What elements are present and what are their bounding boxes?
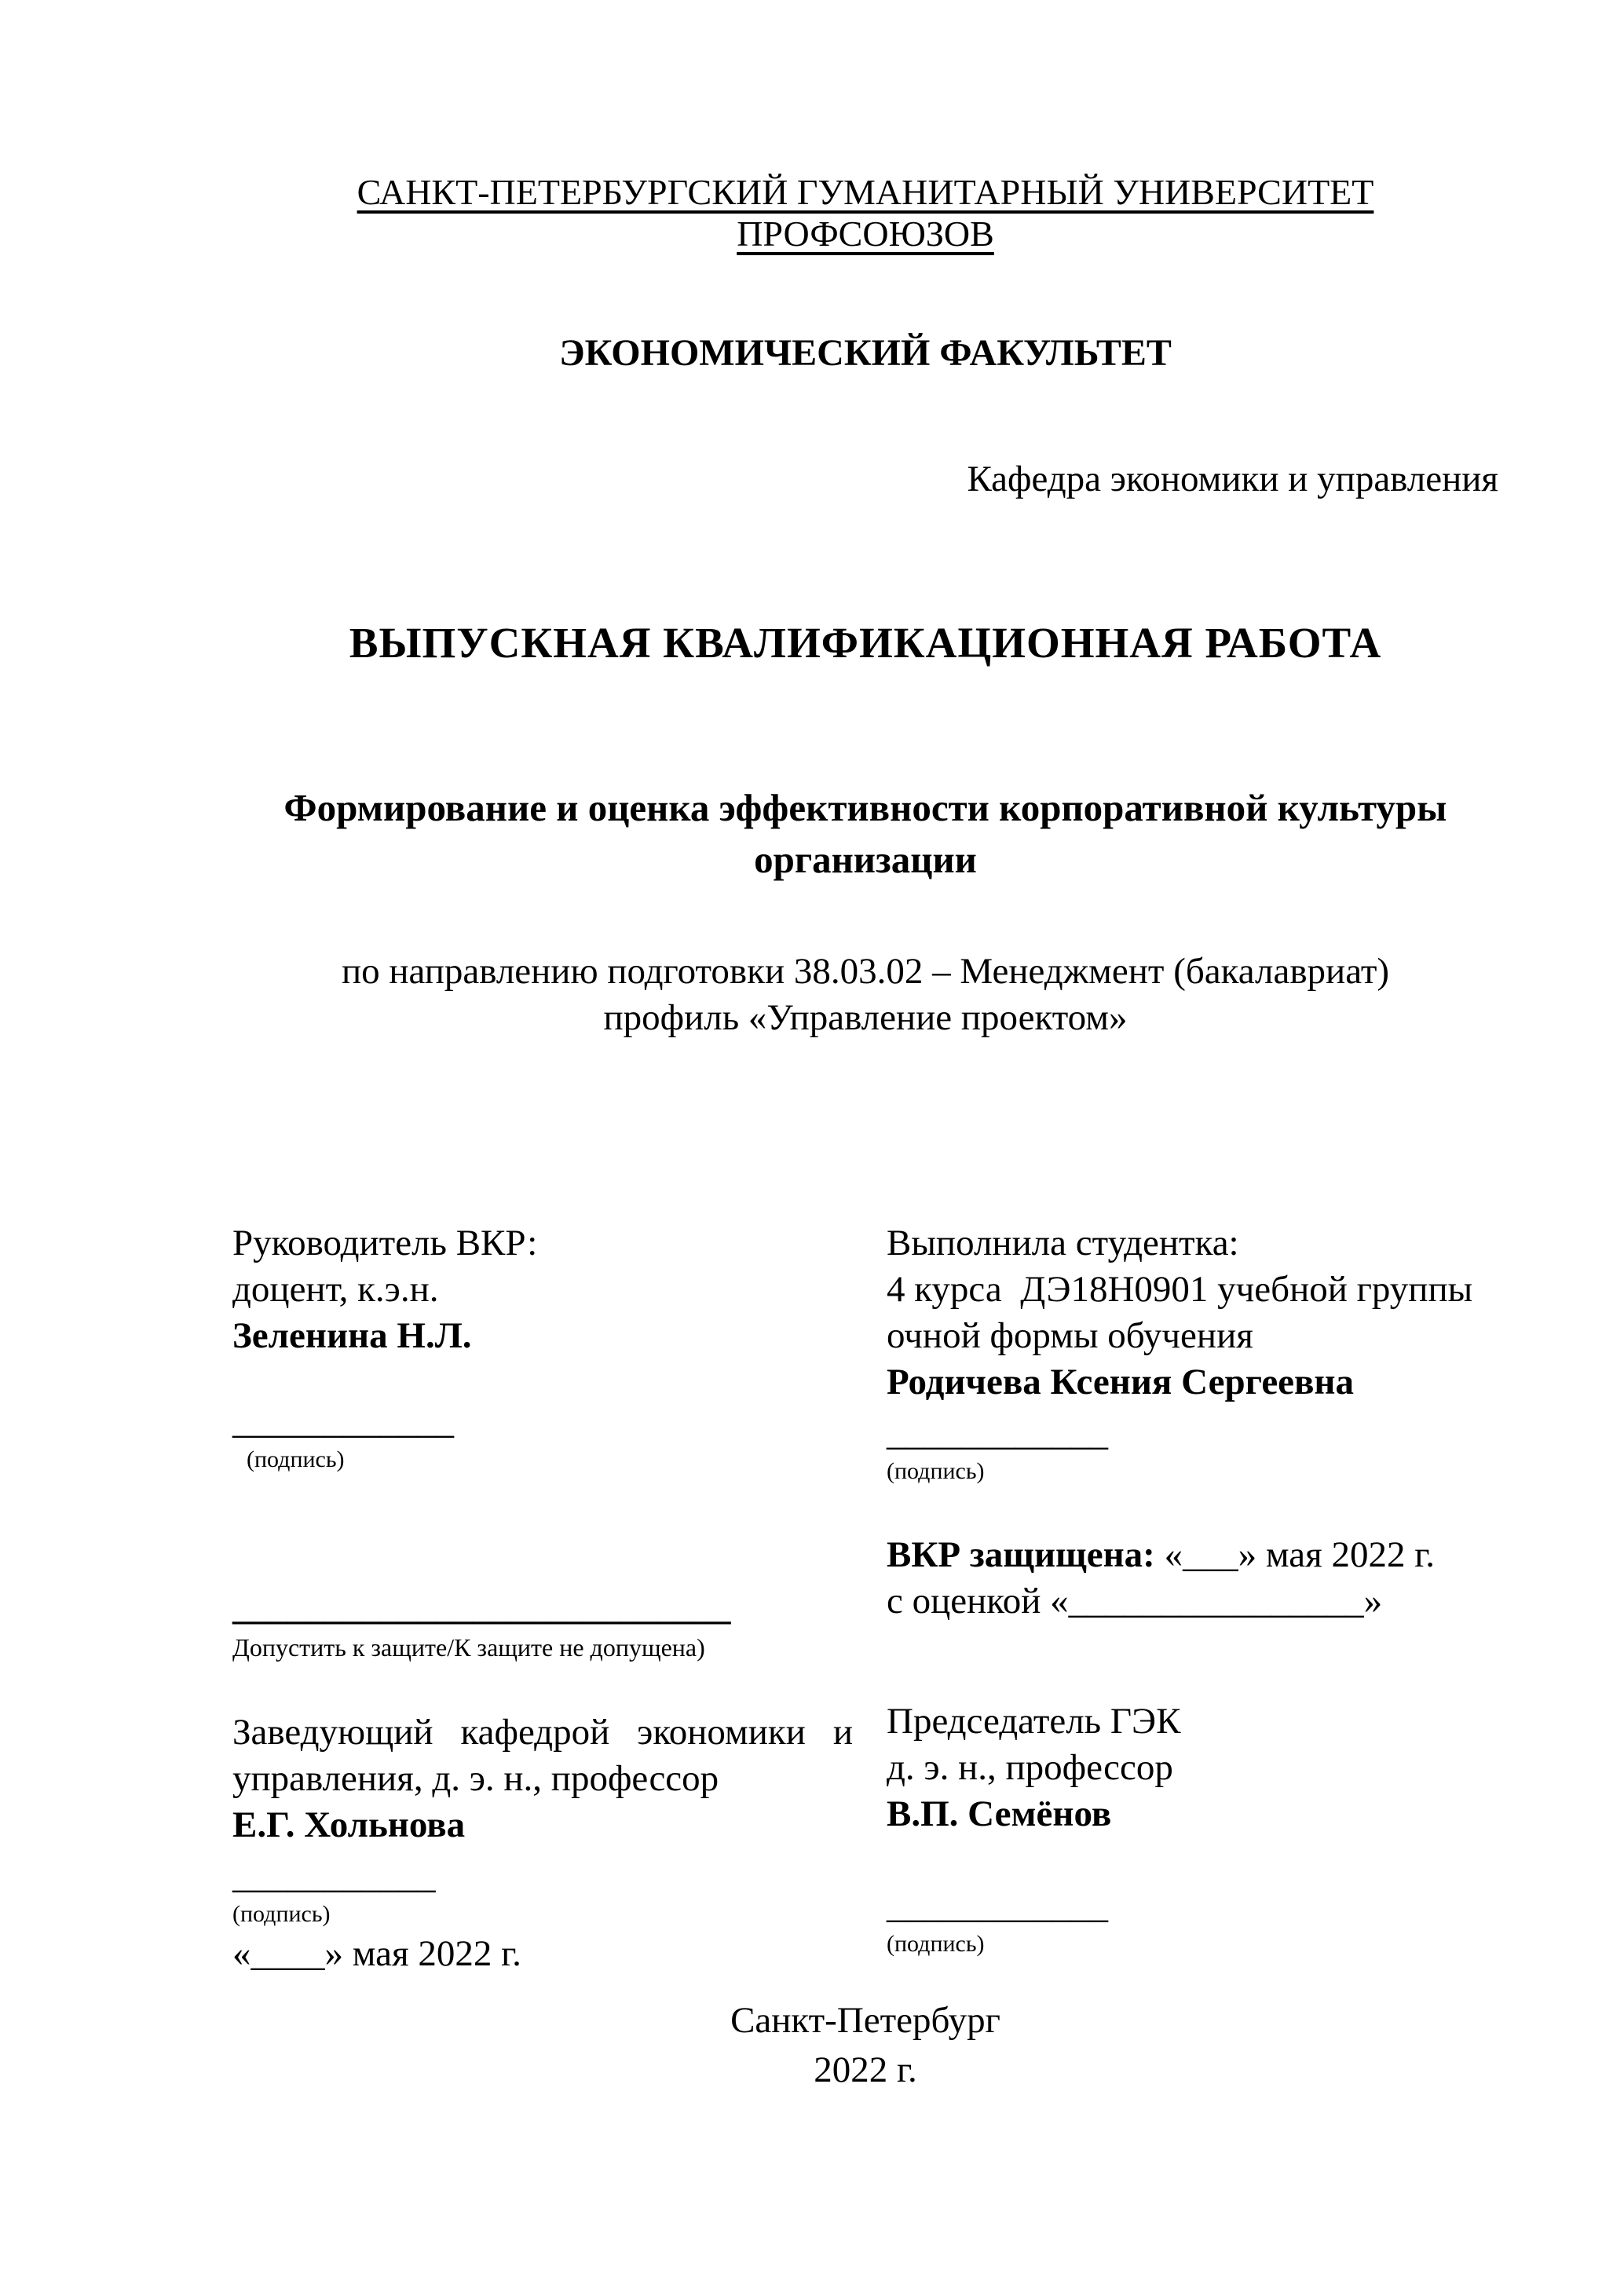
defended-block [887,1532,1499,1625]
thesis-title: Формирование и оценка эффективности корпоративной культуры организации [283,786,1447,882]
student-label: Выполнила студентка: [887,1223,1239,1264]
department-head-position: Заведующий кафедрой экономики и управления, д. э. н., профессор [232,1712,853,1800]
admission-caption: Допустить к защите/К защите не допущена) [232,1633,705,1662]
program-profile: профиль «Управление проектом» [603,997,1128,1039]
admission-date-line: «____» мая 2022 г. [232,1933,521,1975]
chairman-rank: д. э. н., профессор [887,1747,1173,1789]
footer-city: Санкт-Петербург [730,2000,1000,2041]
program-block [232,949,1498,1041]
supervisor-signature-line: ____________ [232,1401,454,1442]
student-group: 4 курса ДЭ18Н0901 учебной группы [887,1269,1473,1311]
chairman-name: В.П. Семёнов [887,1793,1112,1835]
admission-line: ___________________________ [232,1587,731,1629]
right-column [887,1220,1499,1959]
chairman-signature-caption: (подпись) [887,1931,985,1958]
chairman-block [887,1698,1499,1837]
grade-line: с оценкой «________________» [887,1581,1383,1622]
program-direction: по направлению подготовки 38.03.02 – Менеджмент (бакалавриат) [341,951,1390,993]
defended-date: «___» мая 2022 г. [1154,1534,1435,1576]
student-signature-caption: (подпись) [887,1458,985,1485]
signatures-columns [232,1220,1498,1977]
left-column [232,1220,853,1977]
supervisor-name: Зеленина Н.Л. [232,1315,472,1357]
department-head-signature-line: ___________ [232,1855,436,1897]
department-name: Кафедра экономики и управления [967,459,1498,499]
footer-block [232,1996,1498,2096]
work-type-heading: ВЫПУСКНАЯ КВАЛИФИКАЦИОННАЯ РАБОТА [349,619,1382,667]
chairman-label: Председатель ГЭК [887,1701,1181,1742]
supervisor-label: Руководитель ВКР: [232,1223,538,1264]
student-form: очной формы обучения [887,1315,1253,1357]
department-head-signature-caption: (подпись) [232,1901,331,1928]
department-head-name: Е.Г. Хольнова [232,1804,466,1846]
chairman-signature-line: ____________ [887,1885,1108,1927]
defended-label: ВКР защищена: [887,1534,1155,1576]
supervisor-signature-caption: (подпись) [247,1446,345,1473]
faculty-name: ЭКОНОМИЧЕСКИЙ ФАКУЛЬТЕТ [559,332,1172,374]
student-signature-line: ____________ [887,1413,1108,1454]
university-name: САНКТ-ПЕТЕРБУРГСКИЙ ГУМАНИТАРНЫЙ УНИВЕРСИТЕТ ПРОФСОЮЗОВ [357,172,1374,254]
supervisor-rank: доцент, к.э.н. [232,1269,439,1311]
footer-year: 2022 г. [814,2049,917,2091]
department-head-block [232,1709,853,1848]
defended-line [887,1532,1499,1578]
student-name: Родичева Ксения Сергеевна [887,1362,1355,1403]
